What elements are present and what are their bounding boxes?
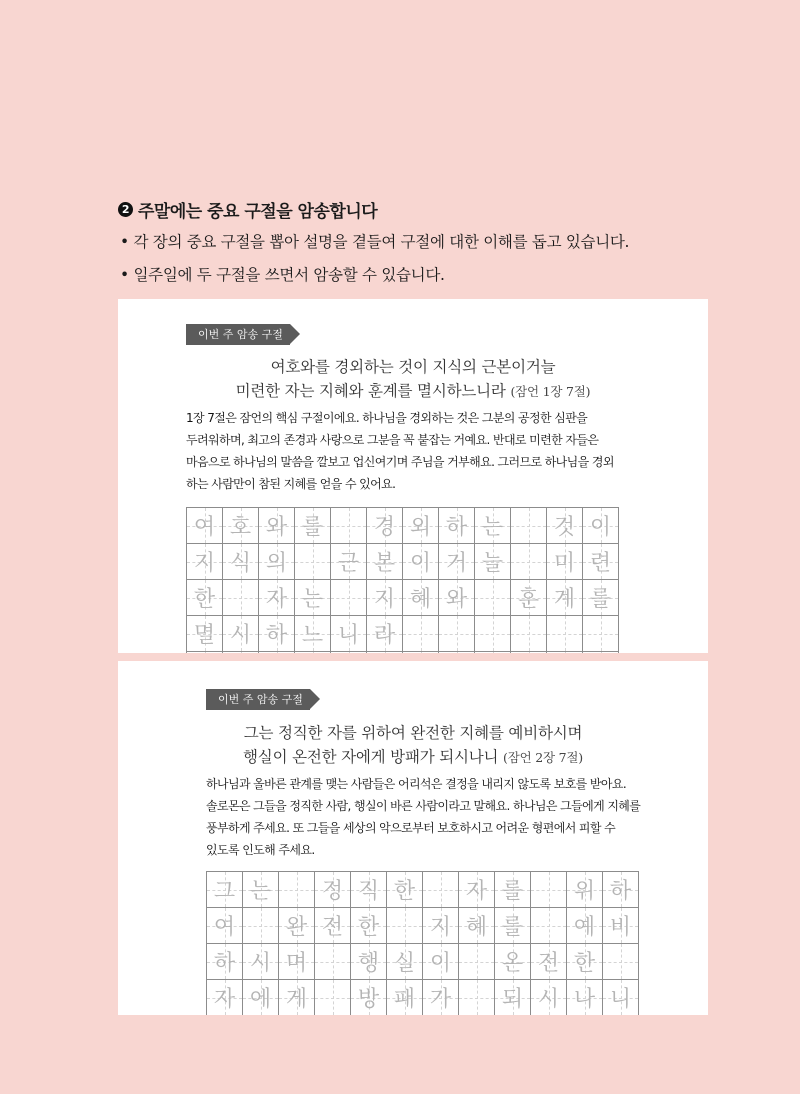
verse-tag: 이번 주 암송 구절 1 [186,324,290,345]
grid-char: 한 [573,951,596,976]
verse-reference: (잠언 1장 7절) [510,384,591,399]
grid-char: 외 [409,515,432,540]
grid-char: 비 [609,915,632,940]
verse-tag: 이번 주 암송 구절 2 [206,689,310,710]
grid-cell [495,872,531,908]
grid-char: 늘 [481,551,504,576]
paragraph-line: 하는 사람만이 참된 지혜를 얻을 수 있어요. [186,477,396,491]
grid-char: 하 [213,951,236,976]
grid-char: 하 [265,623,288,648]
grid-cell [351,944,387,980]
grid-cell [567,980,603,1015]
grid-cell [531,872,567,908]
grid-cell [511,616,547,652]
grid-char: 느 [301,623,324,648]
grid-cell [511,580,547,616]
grid-char: 한 [393,879,416,904]
grid-char: 를 [501,879,524,904]
grid-cell [243,944,279,980]
grid-cell [567,872,603,908]
grid-cell [207,872,243,908]
grid-cell [547,652,583,653]
grid-char: 이 [429,951,452,976]
grid-cell [511,544,547,580]
verse-line-1: 여호와를 경외하는 것이 지식의 근본이거늘 [270,358,556,376]
grid-cell [259,652,295,653]
grid-char: 하 [445,515,468,540]
grid-cell [495,980,531,1015]
grid-char: 식 [229,551,252,576]
grid-char: 혜 [465,915,488,940]
grid-char: 게 [285,987,308,1012]
grid-cell [223,580,259,616]
verse-text: 미련한 자는 지혜와 훈계를 멸시하느니라 [235,382,506,400]
grid-cell [547,544,583,580]
grid-char: 위 [573,879,596,904]
grid-cell [423,980,459,1015]
grid-char: 예 [573,915,596,940]
grid-char: 한 [193,587,216,612]
grid-char: 와 [265,515,288,540]
grid-cell [459,944,495,980]
grid-char: 한 [357,915,380,940]
verse-line-2 [118,379,708,401]
grid-cell [531,980,567,1015]
grid-cell [547,508,583,544]
grid-cell [351,908,387,944]
grid-cell [567,944,603,980]
grid-char: 온 [501,951,524,976]
grid-char: 자 [213,987,236,1012]
grid-cell [259,544,295,580]
grid-char: 혜 [409,587,432,612]
grid-cell [439,616,475,652]
grid-char: 며 [285,951,308,976]
grid-char: 시 [249,951,272,976]
grid-cell [475,544,511,580]
grid-cell [583,652,619,653]
grid-cell [475,580,511,616]
bullet-2: • 일주일에 두 구절을 쓰면서 암송할 수 있습니다. [120,266,445,284]
paragraph-line: 솔로몬은 그들을 정직한 사람, 행실이 바른 사람이라고 말해요. 하나님은 그들에게 지혜를 [206,799,641,813]
verse-line-2 [118,745,708,767]
grid-cell [315,980,351,1015]
grid-cell [367,652,403,653]
grid-cell [315,944,351,980]
grid-cell [459,908,495,944]
grid-char: 라 [373,623,396,648]
grid-char: 여 [213,915,236,940]
grid-char: 가 [429,987,452,1012]
grid-cell [511,652,547,653]
grid-char: 이 [589,515,612,540]
verse-panel-2 [118,661,708,1015]
grid-char: 하 [609,879,632,904]
grid-char: 계 [553,587,576,612]
grid-char: 와 [445,587,468,612]
grid-cell [259,580,295,616]
grid-cell [547,616,583,652]
grid-cell [603,872,639,908]
bullet-1: • 각 장의 중요 구절을 뽑아 설명을 곁들여 구절에 대한 이해를 돕고 있습니다. [120,233,630,251]
grid-cell [403,616,439,652]
grid-cell [439,508,475,544]
verse-reference: (잠언 2장 7절) [503,750,583,765]
grid-cell [511,508,547,544]
grid-cell [387,872,423,908]
paragraph-line: 1장 7절은 잠언의 핵심 구절이에요. 하나님을 경외하는 것은 그분의 공정한 심판을 [186,411,588,425]
grid-cell [243,908,279,944]
grid-cell [223,508,259,544]
grid-char: 전 [321,915,344,940]
grid-cell [495,908,531,944]
explanation-paragraph [186,407,614,495]
grid-char: 는 [301,587,324,612]
grid-cell [403,580,439,616]
grid-cell [459,980,495,1015]
grid-cell [583,544,619,580]
grid-cell [475,652,511,653]
grid-cell [475,508,511,544]
grid-cell [295,508,331,544]
grid-cell [403,652,439,653]
verse-line-1: 그는 정직한 자를 위하여 완전한 지혜를 예비하시며 [243,724,583,742]
grid-cell [459,872,495,908]
grid-cell [259,508,295,544]
grid-cell [583,616,619,652]
grid-cell [187,508,223,544]
grid-cell [223,544,259,580]
grid-char: 그 [213,879,236,904]
grid-cell [331,616,367,652]
grid-char: 것 [553,515,576,540]
grid-char: 지 [373,587,396,612]
grid-cell [423,944,459,980]
paragraph-line: 하나님과 올바른 관계를 맺는 사람들은 어리석은 결정을 내리지 않도록 보호를 받아요. [206,777,627,791]
grid-cell [279,908,315,944]
grid-char: 나 [573,987,596,1012]
grid-cell [531,908,567,944]
grid-cell [423,872,459,908]
grid-cell [547,580,583,616]
grid-cell [259,616,295,652]
grid-cell [387,944,423,980]
section-heading [118,197,377,222]
grid-cell [279,872,315,908]
paragraph-line: 두려워하며, 최고의 존경과 사랑으로 그분을 꼭 붙잡는 거예요. 반대로 미련한 자들은 [186,433,599,447]
grid-cell [403,544,439,580]
grid-cell [367,508,403,544]
grid-cell [243,872,279,908]
grid-char: 경 [373,515,396,540]
grid-cell [331,544,367,580]
grid-cell [207,944,243,980]
grid-cell [207,908,243,944]
grid-char: 방 [357,987,380,1012]
grid-cell [279,944,315,980]
grid-char: 호 [229,515,252,540]
grid-cell [531,944,567,980]
grid-cell [475,616,511,652]
grid-cell [315,908,351,944]
grid-char: 거 [445,551,468,576]
grid-char: 자 [265,587,288,612]
grid-char: 를 [501,915,524,940]
writing-grid [186,507,619,653]
grid-char: 여 [193,515,216,540]
grid-cell [423,908,459,944]
grid-cell [387,908,423,944]
grid-char: 를 [301,515,324,540]
grid-char: 를 [589,587,612,612]
grid-cell [603,908,639,944]
grid-cell [583,580,619,616]
grid-cell [331,508,367,544]
grid-cell [367,616,403,652]
grid-cell [583,508,619,544]
grid-cell [315,872,351,908]
writing-grid [206,871,639,1015]
grid-char: 지 [193,551,216,576]
grid-char: 완 [285,915,308,940]
grid-cell [187,544,223,580]
grid-char: 근 [337,551,360,576]
grid-cell [603,944,639,980]
grid-cell [351,980,387,1015]
grid-char: 실 [393,951,416,976]
number-badge: 2 [118,202,133,217]
grid-cell [223,652,259,653]
grid-cell [295,616,331,652]
grid-cell [439,652,475,653]
grid-char: 미 [553,551,576,576]
grid-char: 니 [337,623,360,648]
grid-cell [331,652,367,653]
grid-char: 는 [481,515,504,540]
verse-text: 행실이 온전한 자에게 방패가 되시나니 [243,748,499,766]
grid-char: 본 [373,551,396,576]
grid-char: 직 [357,879,380,904]
grid-cell [495,944,531,980]
grid-cell [403,508,439,544]
grid-char: 전 [537,951,560,976]
grid-cell [367,580,403,616]
verse-panel-1 [118,299,708,653]
grid-char: 는 [249,879,272,904]
grid-cell [295,544,331,580]
grid-char: 패 [393,987,416,1012]
grid-char: 에 [249,987,272,1012]
section-title: 주말에는 중요 구절을 암송합니다 [138,202,378,222]
grid-cell [295,580,331,616]
grid-char: 련 [589,551,612,576]
grid-char: 지 [429,915,452,940]
grid-cell [279,980,315,1015]
grid-cell [187,652,223,653]
grid-cell [567,908,603,944]
grid-cell [439,544,475,580]
paragraph-line: 풍부하게 주세요. 또 그들을 세상의 악으로부터 보호하시고 어려운 형편에서 피할 수 [206,821,616,835]
grid-char: 시 [537,987,560,1012]
grid-char: 시 [229,623,252,648]
grid-cell [223,616,259,652]
paragraph-line: 마음으로 하나님의 말씀을 깔보고 업신여기며 주님을 거부해요. 그러므로 하나님을 경외 [186,455,614,469]
grid-char: 훈 [517,587,540,612]
grid-cell [187,580,223,616]
grid-char: 의 [265,551,288,576]
grid-char: 되 [501,987,524,1012]
grid-char: 행 [357,951,380,976]
grid-cell [351,872,387,908]
grid-cell [207,980,243,1015]
grid-char: 자 [465,879,488,904]
grid-cell [295,652,331,653]
grid-char: 이 [409,551,432,576]
grid-cell [331,580,367,616]
grid-char: 니 [609,987,632,1012]
grid-cell [603,980,639,1015]
grid-cell [387,980,423,1015]
paragraph-line: 있도록 인도해 주세요. [206,843,315,857]
grid-cell [243,980,279,1015]
grid-char: 정 [321,879,344,904]
grid-cell [187,616,223,652]
grid-cell [367,544,403,580]
explanation-paragraph [206,773,640,861]
grid-char: 멸 [193,623,216,648]
grid-cell [439,580,475,616]
